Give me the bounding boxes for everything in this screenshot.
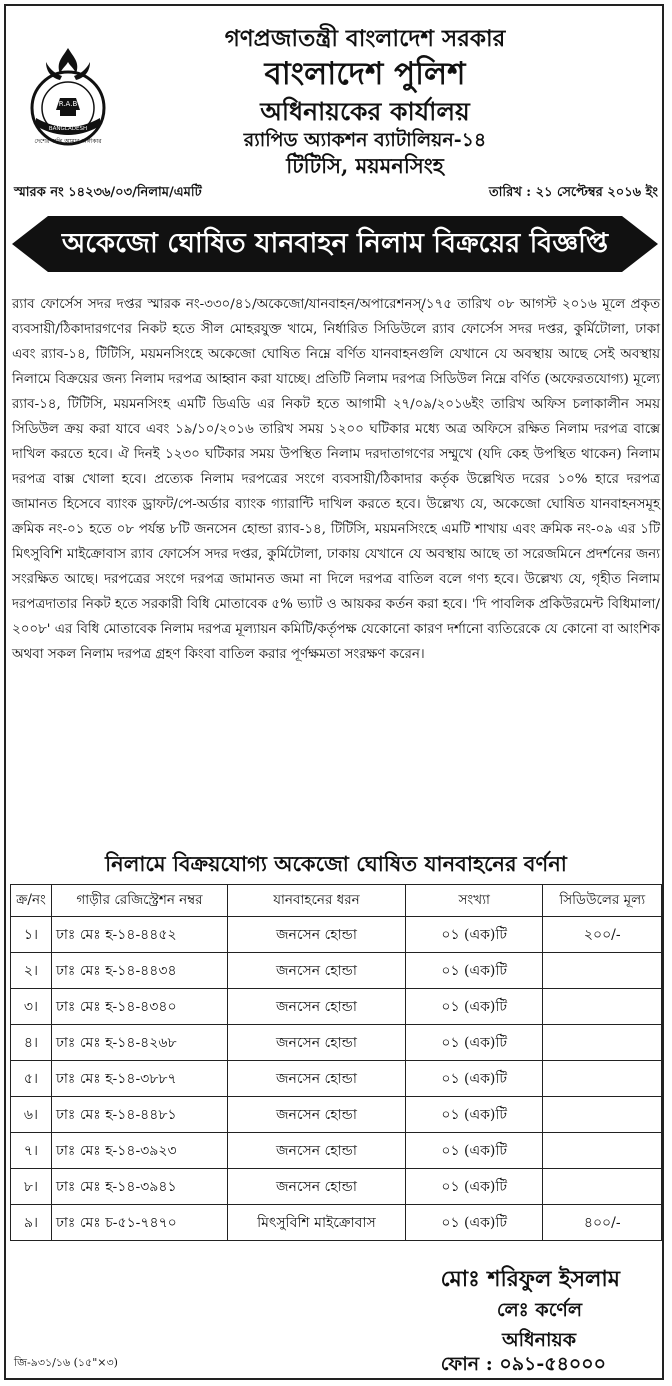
- signatory-name: মোঃ শরিফুল ইসলাম: [440, 1266, 620, 1292]
- notice-paragraph: র‌্যাব ফোর্সেস সদর দপ্তর স্মারক নং-৩৩০/৪১/অকেজো/যানবাহন/অপারেশনস্/১৭৫ তারিখ ০৮ আগস্ট ২০১৬ মূলে প্রকৃত ব্যবসায়ী/ঠিকাদারগণের নিকট হতে সীল মোহরযুক্ত খামে, নির্ধারিত সিডিউলে র‌্যাব ফোর্সেস সদর দপ্তর, কুর্মিটোলা, ঢাকা এবং র‌্যাব-১৪, টিটিসি, ময়মনসিংহে অকেজো ঘোষিত নিম্নে বর্ণিত যানবাহনগুলি যেখানে যে অবস্থায় আছে সেই অবস্থায় নিলামে বিক্রয়ের জন্য নিলাম দরপত্র আহ্বান করা যাচ্ছে। প্রতিটি নিলাম দরপত্র সিডিউল নিম্নে বর্ণিত (অফেরতযোগ্য) মূল্যে র‌্যাব-১৪, টিটিসি, ময়মনসিংহ এমটি ডিএডি এর নিকট হতে আগামী ২৭/০৯/২০১৬ইং তারিখ অফিস চলাকালীন সময় সিডিউল ক্রয় করা যাবে এবং ১৯/১০/২০১৬ তারিখ সময় ১২০০ ঘটিকার মধ্যে অত্র অফিসে রক্ষিত নিলাম দরপত্র বাক্সে দাখিল করতে হবে। ঐ দিনই ১২৩০ ঘটিকার সময় উপস্থিত নিলাম দরদাতাগণের সম্মুখে (যদি কেহ উপস্থিত থাকেন) নিলাম দরপত্র বাক্স খোলা হবে। প্রত্যেক নিলাম দরপত্রের সংগে ব্যবসায়ী/ঠিকাদার কর্তৃক উল্লেখিত দরের ১০% হারে দরপত্র জামানত হিসেবে ব্যাংক ড্রাফট/পে-অর্ডার ব্যাংক গ্যারান্টি দাখিল করতে হবে। উল্লেখ্য যে, অকেজো ঘোষিত যানবাহনসমূহ ক্রমিক নং-০১ হতে ০৮ পর্যন্ত ৮টি জনসেন হোন্ডা র‌্যাব-১৪, টিটিসি, ময়মনসিংহে এমটি শাখায় এবং ক্রমিক নং-০৯ এর ১টি মিৎসুবিশি মাইক্রোবাস র‌্যাব ফোর্সেস সদর দপ্তর, কুর্মিটোলা, ঢাকায় যেখানে যে অবস্থায় আছে তা সরেজমিনে প্রদর্শনের জন্য সংরক্ষিত আছে। দরপত্রের সংগে দরপত্র জামানত জমা না দিলে দরপত্র বাতিল বলে গণ্য হবে। উল্লেখ্য যে, গৃহীত নিলাম দরপত্রদাতার নিকট হতে সরকারী বিধি মোতাবেক ৫% ভ্যাট ও আয়কর কর্তন করা হবে। 'দি পাবলিক প্রকিউরমেন্ট বিধিমালা/২০০৮' এর বিধি মোতাবেক নিলাম দরপত্র মূল্যায়ন কমিটি/কর্তৃপক্ষ যেকোনো কারণ দর্শানো ব্যতিরেকে যে কোনো বা আংশিক অথবা সকল নিলাম দরপত্র গ্রহণ কিংবা বাতিল করার পূর্ণক্ষমতা সংরক্ষণ করেন।: [12, 297, 661, 662]
- cell-serial: ৩।: [11, 989, 52, 1025]
- notice-title: অকেজো ঘোষিত যানবাহন নিলাম বিক্রয়ের বিজ্ঞপ্তি: [61, 228, 609, 259]
- cell-quantity: ০১ (এক)টি: [405, 1169, 543, 1205]
- cell-serial: ৫।: [11, 1061, 52, 1097]
- cell-vehicle-type: জনসেন হোন্ডা: [228, 1097, 406, 1133]
- cell-vehicle-type: জনসেন হোন্ডা: [228, 1025, 406, 1061]
- header-government: গণপ্রজাতন্ত্রী বাংলাদেশ সরকার: [224, 25, 506, 52]
- header-location: টিটিসি, ময়মনসিংহ: [286, 153, 444, 178]
- publication-ref: জি-৯৩১/১৬ (১৫"×৩): [14, 1356, 118, 1369]
- cell-quantity: ০১ (এক)টি: [405, 989, 543, 1025]
- table-row: [11, 1097, 662, 1133]
- logo-text-top: R.A.B: [58, 100, 78, 108]
- cell-registration: ঢাঃ মেঃ হ-১৪-৩৯৪১: [51, 1169, 227, 1205]
- cell-serial: ৮।: [11, 1169, 52, 1205]
- logo-text-ring: দেশের শান্তি আমার অঙ্গীকার: [34, 138, 102, 145]
- header-registration: গাড়ীর রেজিস্ট্রেশন নম্বর: [51, 885, 227, 917]
- signatory-phone: ফোন : ০৯১-৫৪০০০: [440, 1353, 606, 1375]
- cell-schedule-price: [543, 1169, 662, 1205]
- cell-registration: ঢাঃ মেঃ হ-১৪-৪৪৫২: [51, 917, 227, 953]
- cell-quantity: ০১ (এক)টি: [405, 917, 543, 953]
- cell-vehicle-type: জনসেন হোন্ডা: [228, 1169, 406, 1205]
- cell-registration: ঢাঃ মেঃ হ-১৪-৪২৬৮: [51, 1025, 227, 1061]
- cell-quantity: ০১ (এক)টি: [405, 1061, 543, 1097]
- table-row: [11, 989, 662, 1025]
- header-schedule-price: সিডিউলের মূল্য: [543, 885, 662, 917]
- cell-vehicle-type: মিৎসুবিশি মাইক্রোবাস: [228, 1205, 406, 1241]
- table-row: [11, 1061, 662, 1097]
- vehicle-table-title: নিলামে বিক্রয়যোগ্য অকেজো ঘোষিত যানবাহনের বর্ণনা: [105, 851, 567, 876]
- table-row: [11, 917, 662, 953]
- cell-quantity: ০১ (এক)টি: [405, 1205, 543, 1241]
- cell-serial: ৭।: [11, 1133, 52, 1169]
- cell-vehicle-type: জনসেন হোন্ডা: [228, 953, 406, 989]
- table-row: [11, 953, 662, 989]
- cell-quantity: ০১ (এক)টি: [405, 1097, 543, 1133]
- memo-reference: স্মারক নং ১৪২৩৬/০৩/নিলাম/এমটি: [14, 185, 202, 200]
- cell-vehicle-type: জনসেন হোন্ডা: [228, 989, 406, 1025]
- vehicle-table: [10, 884, 662, 1241]
- cell-schedule-price: ২০০/-: [543, 917, 662, 953]
- cell-registration: ঢাঃ মেঃ হ-১৪-৩৮৮৭: [51, 1061, 227, 1097]
- notice-body: [12, 292, 660, 667]
- cell-schedule-price: [543, 1025, 662, 1061]
- cell-schedule-price: ৪০০/-: [543, 1205, 662, 1241]
- signatory-designation: অধিনায়ক: [502, 1329, 576, 1351]
- memo-date: তারিখ : ২১ সেপ্টেম্বর ২০১৬ ইং: [488, 185, 658, 200]
- header-vehicle-type: যানবাহনের ধরন: [228, 885, 406, 917]
- cell-vehicle-type: জনসেন হোন্ডা: [228, 1133, 406, 1169]
- cell-schedule-price: [543, 1097, 662, 1133]
- cell-registration: ঢাঃ মেঃ হ-১৪-৩৯২৩: [51, 1133, 227, 1169]
- cell-registration: ঢাঃ মেঃ হ-১৪-৪৪৩৪: [51, 953, 227, 989]
- header-police: বাংলাদেশ পুলিশ: [264, 56, 466, 92]
- cell-quantity: ০১ (এক)টি: [405, 953, 543, 989]
- cell-serial: ৯।: [11, 1205, 52, 1241]
- cell-serial: ৬।: [11, 1097, 52, 1133]
- cell-registration: ঢাঃ মেঃ হ-১৪-৪৩৪০: [51, 989, 227, 1025]
- table-header-row: [11, 885, 662, 917]
- logo-text-bottom: BANGLADESH: [48, 126, 88, 132]
- header-quantity: সংখ্যা: [405, 885, 543, 917]
- cell-schedule-price: [543, 1133, 662, 1169]
- cell-serial: ২।: [11, 953, 52, 989]
- signatory-rank: লেঃ কর্ণেল: [496, 1299, 582, 1321]
- table-row: [11, 1205, 662, 1241]
- header: [0, 0, 672, 180]
- cell-schedule-price: [543, 1061, 662, 1097]
- header-battalion: র‌্যাপিড অ্যাকশন ব্যাটালিয়ন-১৪: [243, 129, 487, 151]
- header-serial: ক্র/নং: [11, 885, 52, 917]
- cell-quantity: ০১ (এক)টি: [405, 1133, 543, 1169]
- cell-registration: ঢাঃ মেঃ চ-৫১-৭৪৭০: [51, 1205, 227, 1241]
- table-row: [11, 1133, 662, 1169]
- cell-serial: ৪।: [11, 1025, 52, 1061]
- rab-emblem-icon: [16, 40, 120, 150]
- title-banner: [12, 214, 658, 274]
- cell-vehicle-type: জনসেন হোন্ডা: [228, 1061, 406, 1097]
- header-office: অধিনায়কের কার্যালয়: [260, 97, 470, 126]
- table-row: [11, 1169, 662, 1205]
- cell-serial: ১।: [11, 917, 52, 953]
- cell-schedule-price: [543, 953, 662, 989]
- cell-registration: ঢাঃ মেঃ হ-১৪-৪৪৮১: [51, 1097, 227, 1133]
- cell-schedule-price: [543, 989, 662, 1025]
- table-row: [11, 1025, 662, 1061]
- cell-vehicle-type: জনসেন হোন্ডা: [228, 917, 406, 953]
- cell-quantity: ০১ (এক)টি: [405, 1025, 543, 1061]
